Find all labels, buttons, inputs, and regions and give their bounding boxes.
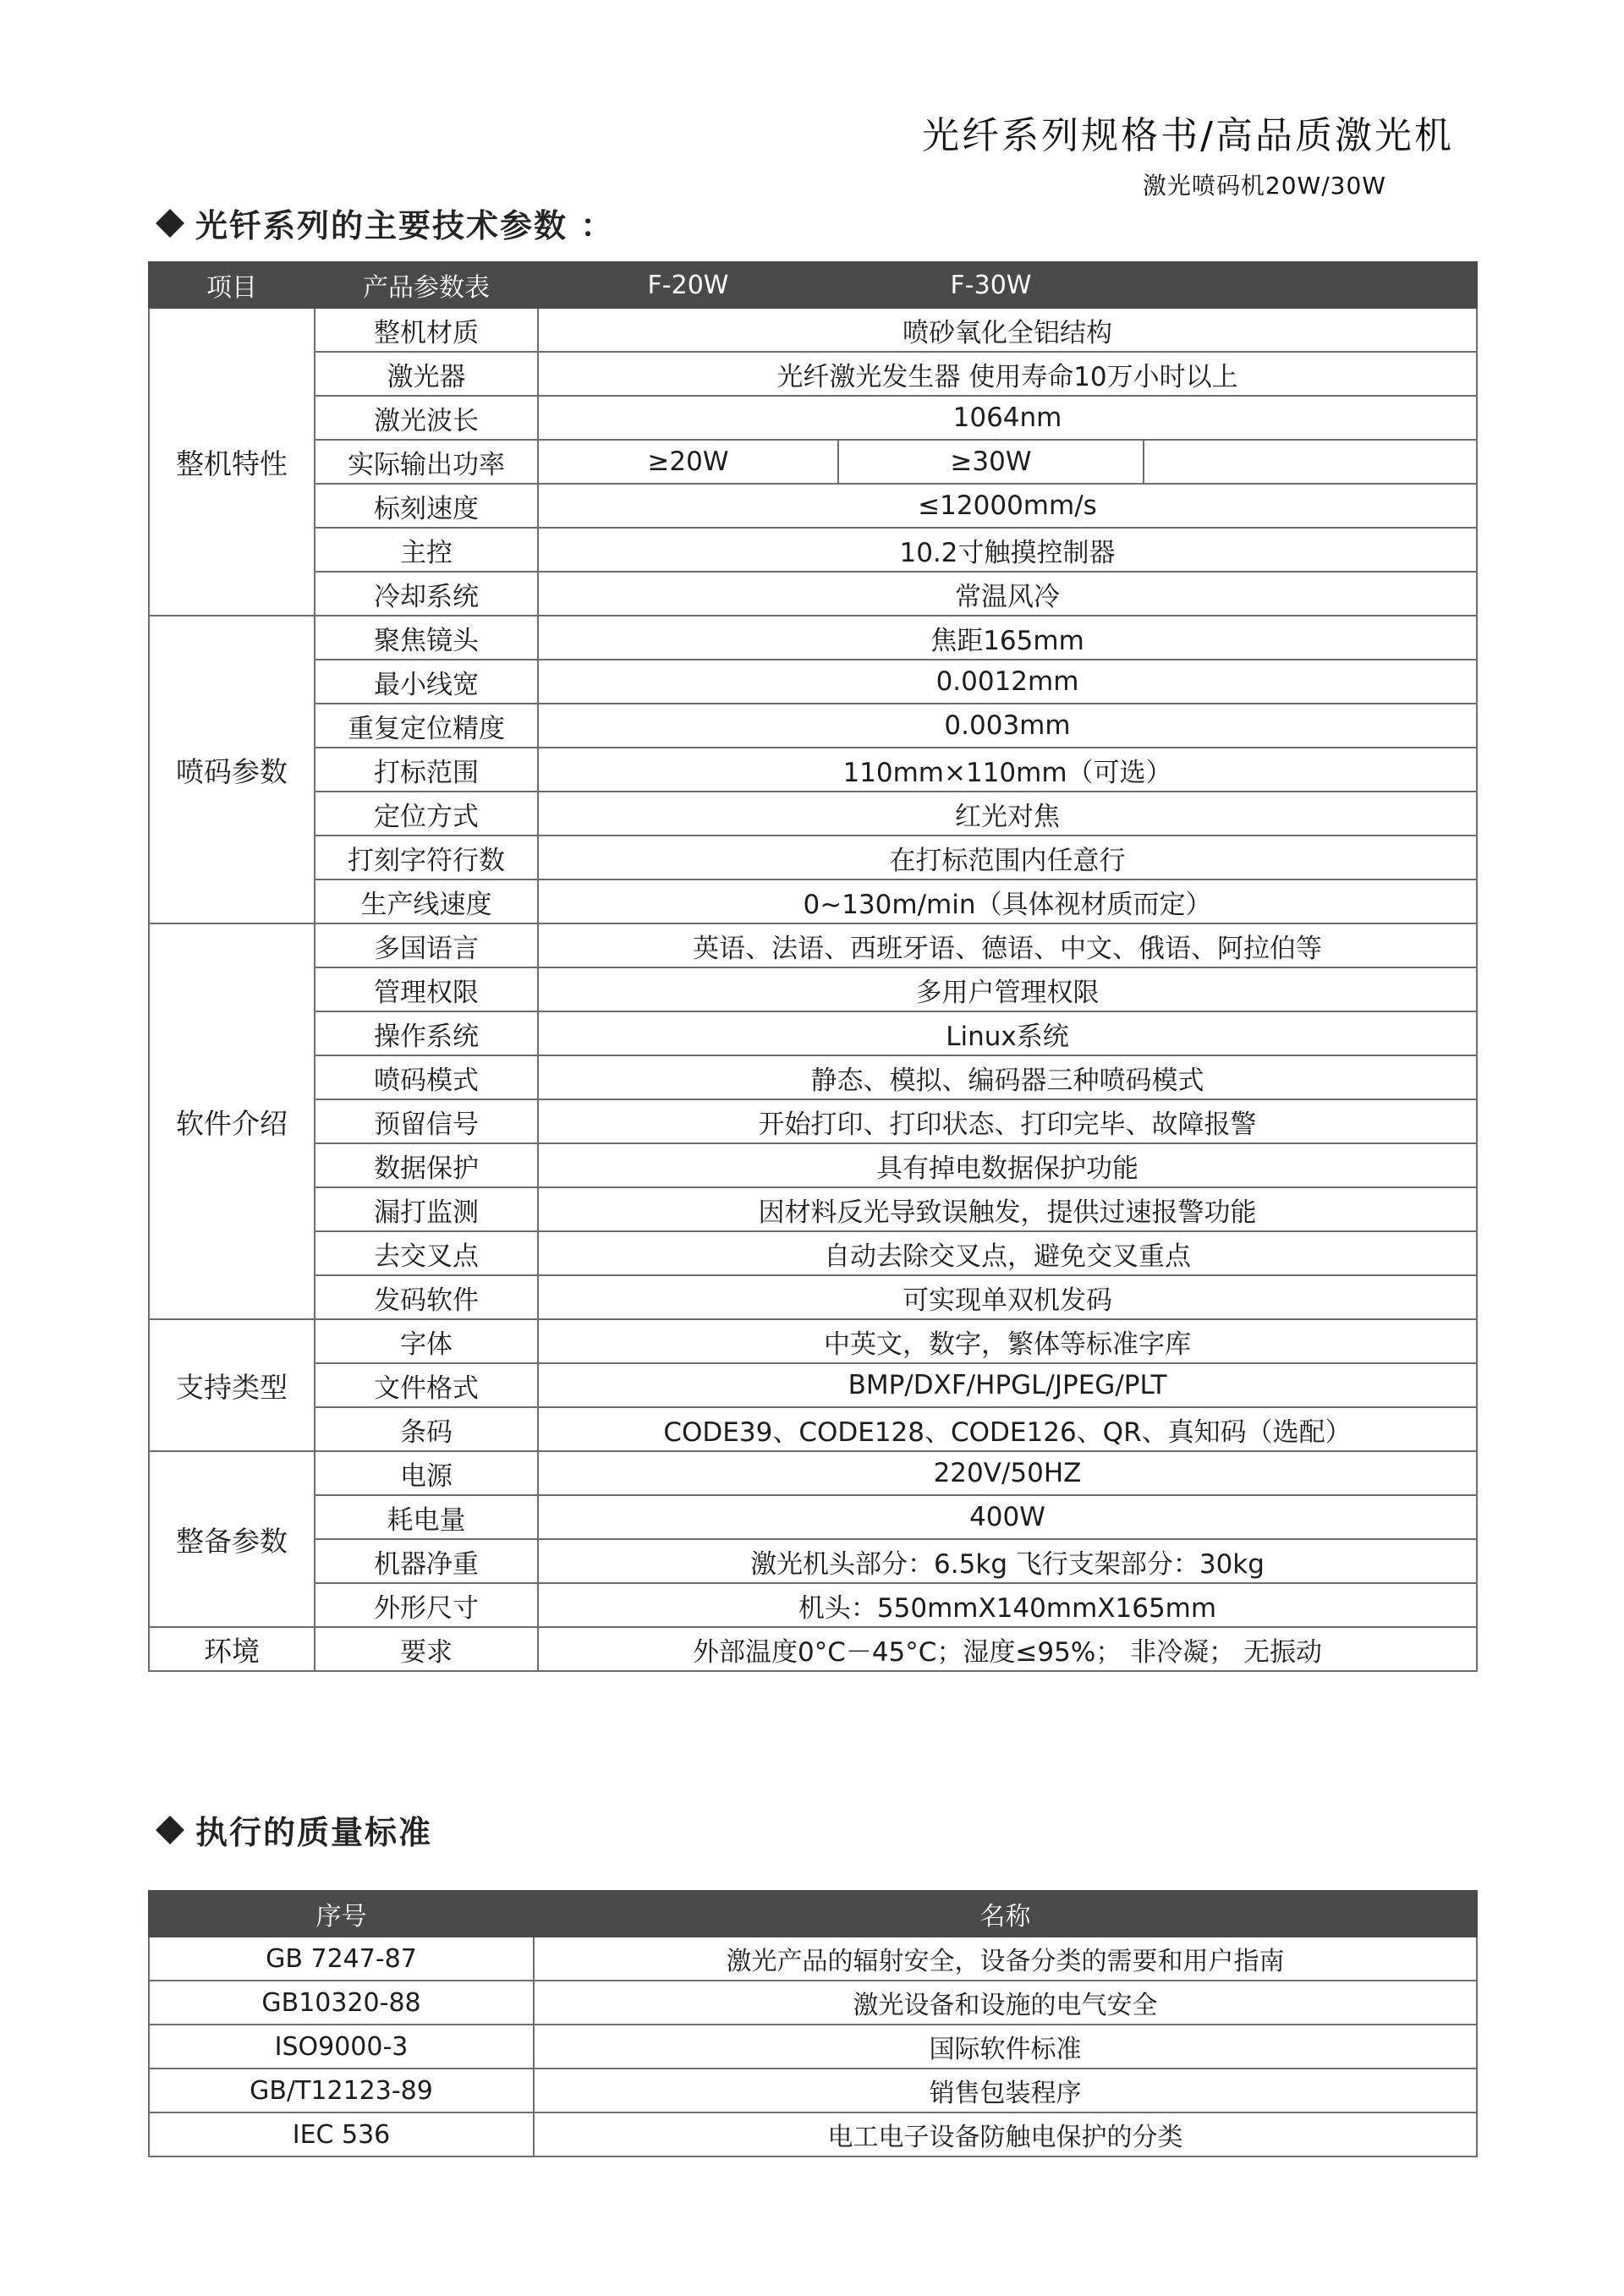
value-cell: 0~130m/min（具体视材质而定） <box>538 879 1477 923</box>
param-cell: 多国语言 <box>315 923 538 967</box>
table-row <box>149 2025 1477 2069</box>
category-cell: 整机特性 <box>149 308 315 616</box>
param-cell: 去交叉点 <box>315 1231 538 1275</box>
standards-header-row <box>149 1891 1477 1937</box>
param-cell: 预留信号 <box>315 1099 538 1143</box>
value-cell: 自动去除交叉点，避免交叉重点 <box>538 1231 1477 1275</box>
value-cell: 10.2寸触摸控制器 <box>538 528 1477 572</box>
table-row <box>149 836 1477 879</box>
param-cell: 字体 <box>315 1319 538 1363</box>
param-cell: 电源 <box>315 1451 538 1495</box>
param-cell: 打标范围 <box>315 748 538 792</box>
table-row <box>149 1099 1477 1143</box>
diamond-bullet-icon <box>156 1816 184 1844</box>
param-cell: 漏打监测 <box>315 1187 538 1231</box>
value-cell: 0.003mm <box>538 704 1477 748</box>
category-cell: 整备参数 <box>149 1451 315 1627</box>
value-cell: BMP/DXF/HPGL/JPEG/PLT <box>538 1363 1477 1407</box>
diamond-bullet-icon <box>156 209 184 238</box>
param-cell: 发码软件 <box>315 1275 538 1319</box>
table-row <box>149 1981 1477 2025</box>
standard-name-cell: 销售包装程序 <box>534 2069 1477 2112</box>
standard-code-cell: ISO9000-3 <box>149 2025 534 2069</box>
category-cell: 喷码参数 <box>149 616 315 923</box>
value-cell: ≥30W <box>838 440 1144 484</box>
value-cell: 激光机头部分：6.5kg 飞行支架部分：30kg <box>538 1539 1477 1583</box>
param-cell: 操作系统 <box>315 1011 538 1055</box>
header-f30w: F-30W <box>838 262 1144 308</box>
header-blank <box>1144 262 1477 308</box>
param-cell: 标刻速度 <box>315 484 538 528</box>
standard-name-cell: 激光设备和设施的电气安全 <box>534 1981 1477 2025</box>
table-row <box>149 572 1477 616</box>
param-cell: 重复定位精度 <box>315 704 538 748</box>
param-cell: 定位方式 <box>315 792 538 836</box>
param-cell: 冷却系统 <box>315 572 538 616</box>
table-row <box>149 704 1477 748</box>
value-cell: 英语、法语、西班牙语、德语、中文、俄语、阿拉伯等 <box>538 923 1477 967</box>
header-param: 产品参数表 <box>315 262 538 308</box>
standard-code-cell: GB 7247-87 <box>149 1937 534 1981</box>
table-row <box>149 1231 1477 1275</box>
value-cell: 机头：550mmX140mmX165mm <box>538 1583 1477 1627</box>
value-cell: 在打标范围内任意行 <box>538 836 1477 879</box>
value-cell: 0.0012mm <box>538 660 1477 704</box>
table-row <box>149 440 1477 484</box>
param-cell: 管理权限 <box>315 967 538 1011</box>
category-cell: 软件介绍 <box>149 923 315 1319</box>
value-cell: 220V/50HZ <box>538 1451 1477 1495</box>
value-cell: 多用户管理权限 <box>538 967 1477 1011</box>
value-cell: 1064nm <box>538 396 1477 440</box>
param-cell: 外形尺寸 <box>315 1583 538 1627</box>
spec-table <box>148 261 1478 1672</box>
document-title: 光纤系列规格书/高品质激光机 <box>922 114 1454 157</box>
category-cell: 环境 <box>149 1627 315 1671</box>
table-row <box>149 1319 1477 1363</box>
table-row <box>149 2112 1477 2156</box>
value-cell: 焦距165mm <box>538 616 1477 660</box>
table-row <box>149 1363 1477 1407</box>
table-row <box>149 2069 1477 2112</box>
value-cell: 红光对焦 <box>538 792 1477 836</box>
value-cell: Linux系统 <box>538 1011 1477 1055</box>
standard-name-cell: 激光产品的辐射安全，设备分类的需要和用户指南 <box>534 1937 1477 1981</box>
table-row <box>149 396 1477 440</box>
value-cell: 具有掉电数据保护功能 <box>538 1143 1477 1187</box>
value-cell: 可实现单双机发码 <box>538 1275 1477 1319</box>
standard-name-cell: 国际软件标准 <box>534 2025 1477 2069</box>
value-cell: 常温风冷 <box>538 572 1477 616</box>
param-cell: 最小线宽 <box>315 660 538 704</box>
section-heading-standards <box>155 1806 432 1853</box>
table-row <box>149 748 1477 792</box>
table-row <box>149 792 1477 836</box>
value-cell: 开始打印、打印状态、打印完毕、故障报警 <box>538 1099 1477 1143</box>
param-cell: 数据保护 <box>315 1143 538 1187</box>
param-cell: 要求 <box>315 1627 538 1671</box>
param-cell: 聚焦镜头 <box>315 616 538 660</box>
document-subtitle: 激光喷码机20W/30W <box>1142 172 1386 200</box>
table-row <box>149 1187 1477 1231</box>
value-cell: CODE39、CODE128、CODE126、QR、真知码（选配） <box>538 1407 1477 1451</box>
standard-code-cell: IEC 536 <box>149 2112 534 2156</box>
header-f20w: F-20W <box>538 262 838 308</box>
standard-code-cell: GB10320-88 <box>149 1981 534 2025</box>
spec-table-header-row <box>149 262 1477 308</box>
param-cell: 实际输出功率 <box>315 440 538 484</box>
value-cell: 静态、模拟、编码器三种喷码模式 <box>538 1055 1477 1099</box>
table-row <box>149 1143 1477 1187</box>
value-cell: 110mm×110mm（可选） <box>538 748 1477 792</box>
table-row <box>149 1583 1477 1627</box>
table-row <box>149 308 1477 352</box>
param-cell: 生产线速度 <box>315 879 538 923</box>
value-cell: 喷砂氧化全铝结构 <box>538 308 1477 352</box>
value-cell: ≤12000mm/s <box>538 484 1477 528</box>
section-heading-text: 执行的质量标准 <box>195 1814 433 1851</box>
table-row <box>149 1539 1477 1583</box>
param-cell: 机器净重 <box>315 1539 538 1583</box>
value-cell: 外部温度0°C－45°C；湿度≤95%； 非冷凝； 无振动 <box>538 1627 1477 1671</box>
table-row <box>149 1407 1477 1451</box>
value-cell: ≥20W <box>538 440 838 484</box>
table-row <box>149 1275 1477 1319</box>
standard-code-cell: GB/T12123-89 <box>149 2069 534 2112</box>
param-cell: 激光波长 <box>315 396 538 440</box>
table-row <box>149 967 1477 1011</box>
table-row <box>149 352 1477 396</box>
table-row <box>149 528 1477 572</box>
table-row <box>149 1627 1477 1671</box>
table-row <box>149 1451 1477 1495</box>
value-cell: 中英文，数字，繁体等标准字库 <box>538 1319 1477 1363</box>
table-row <box>149 1011 1477 1055</box>
header-item: 项目 <box>149 262 315 308</box>
header-serial: 序号 <box>149 1891 534 1937</box>
section-heading-specs <box>155 200 614 246</box>
param-cell: 打刻字符行数 <box>315 836 538 879</box>
standard-name-cell: 电工电子设备防触电保护的分类 <box>534 2112 1477 2156</box>
value-cell <box>1144 440 1477 484</box>
section-heading-text: 光钎系列的主要技术参数 ： <box>195 207 615 244</box>
table-row <box>149 1937 1477 1981</box>
param-cell: 耗电量 <box>315 1495 538 1539</box>
param-cell: 整机材质 <box>315 308 538 352</box>
header-name: 名称 <box>534 1891 1477 1937</box>
category-cell: 支持类型 <box>149 1319 315 1451</box>
table-row <box>149 1495 1477 1539</box>
table-row <box>149 879 1477 923</box>
table-row <box>149 923 1477 967</box>
standards-table <box>148 1890 1478 2157</box>
value-cell: 光纤激光发生器 使用寿命10万小时以上 <box>538 352 1477 396</box>
table-row <box>149 616 1477 660</box>
param-cell: 文件格式 <box>315 1363 538 1407</box>
table-row <box>149 484 1477 528</box>
value-cell: 400W <box>538 1495 1477 1539</box>
spec-table-body <box>149 308 1477 1671</box>
param-cell: 条码 <box>315 1407 538 1451</box>
value-cell: 因材料反光导致误触发，提供过速报警功能 <box>538 1187 1477 1231</box>
standards-table-body <box>149 1937 1477 2156</box>
param-cell: 激光器 <box>315 352 538 396</box>
param-cell: 主控 <box>315 528 538 572</box>
table-row <box>149 1055 1477 1099</box>
param-cell: 喷码模式 <box>315 1055 538 1099</box>
table-row <box>149 660 1477 704</box>
